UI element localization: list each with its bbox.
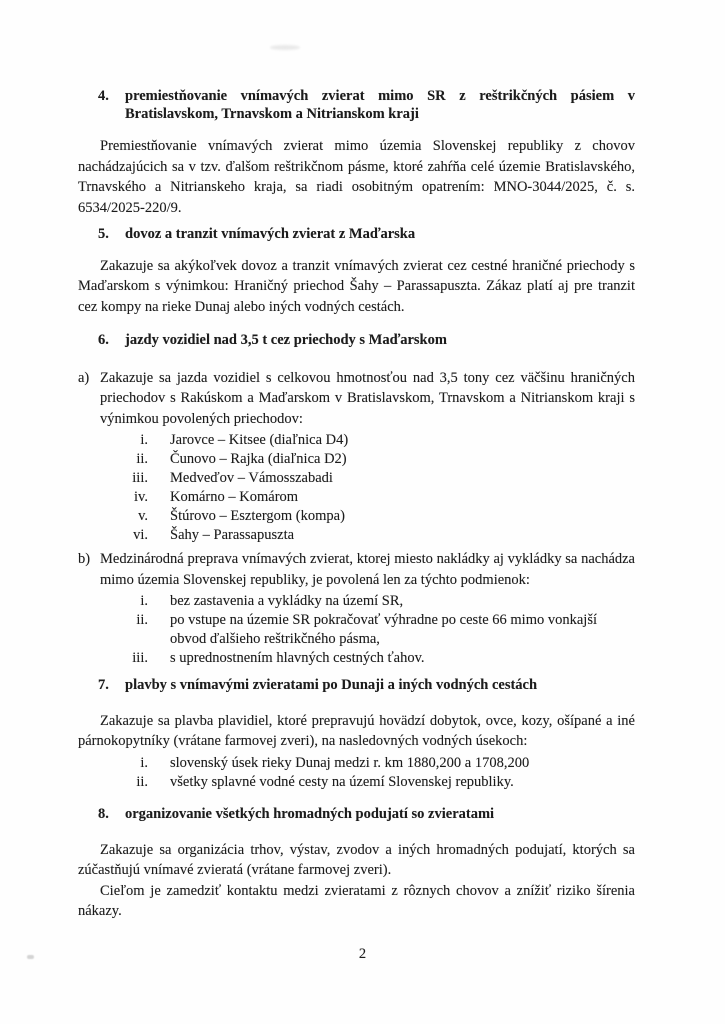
list-item	[78, 469, 635, 488]
section-8	[78, 806, 635, 922]
section-7-heading	[78, 677, 635, 695]
list-item	[78, 773, 635, 792]
clause-b-marker: b)	[78, 551, 91, 567]
section-6	[78, 332, 635, 545]
list-item	[78, 488, 635, 507]
list-text: Jarovce – Kitsee (diaľnica D4)	[170, 432, 349, 448]
section-6-number: 6.	[98, 332, 109, 348]
list-text: Medveďov – Vámosszabadi	[170, 470, 333, 486]
list-marker: ii.	[136, 612, 148, 628]
section-7-number: 7.	[98, 677, 109, 693]
list-marker: iv.	[134, 489, 148, 505]
list-marker: ii.	[136, 451, 148, 467]
section-4-number: 4.	[98, 88, 109, 104]
list-text: Čunovo – Rajka (diaľnica D2)	[170, 451, 347, 467]
section-4-paragraph: Premiestňovanie vnímavých zvierat mimo územia Slovenskej republiky z chovov nachádzajúcich sa v tzv. ďalšom reštrikčnom pásme, ktoré zahŕňa celé územie Bratislavského, Trnavského a Nitrianskeho kraja, sa riadi osobitným opatrením: MNO-3044/2025, č. s. 6534/2025-220/9.	[78, 138, 635, 216]
list-item	[78, 754, 635, 773]
section-8-number: 8.	[98, 806, 109, 822]
list-text: Komárno – Komárom	[170, 489, 299, 505]
transit-conditions-list	[78, 592, 635, 668]
list-marker: i.	[140, 593, 148, 609]
list-text: po vstupe na územie SR pokračovať výhradne po ceste 66 mimo vonkajší obvod ďalšieho reštrikčného pásma,	[170, 612, 597, 647]
list-text: s uprednostnením hlavných cestných ťahov.	[170, 650, 425, 666]
list-marker: vi.	[133, 527, 148, 543]
list-item	[78, 526, 635, 545]
waterways-list	[78, 754, 635, 792]
list-text: Štúrovo – Esztergom (kompa)	[170, 508, 345, 524]
list-marker: i.	[140, 432, 148, 448]
section-6-clause-b	[78, 549, 635, 590]
section-6-heading	[78, 332, 635, 350]
list-text: bez zastavenia a vykládky na území SR,	[170, 593, 404, 609]
section-8-paragraph-1: Zakazuje sa organizácia trhov, výstav, zvodov a iných hromadných podujatí, ktorých sa zúčastňujú vnímavé zvieratá (vrátane farmovej zveri).	[78, 841, 635, 878]
section-5-heading-text: dovoz a tranzit vnímavých zvierat z Maďarska	[125, 226, 416, 242]
section-6-clause-b-block	[78, 549, 635, 668]
section-7-paragraph: Zakazuje sa plavba plavidiel, ktoré prepravujú hovädzí dobytok, ovce, kozy, ošípané a iné párnokopytníky (vrátane farmovej zveri), na nasledovných vodných úsekoch:	[78, 712, 635, 749]
section-6-clause-a	[78, 368, 635, 430]
list-item	[78, 507, 635, 526]
list-marker: iii.	[132, 470, 148, 486]
border-crossings-list	[78, 431, 635, 545]
section-6-heading-text: jazdy vozidiel nad 3,5 t cez priechody s Maďarskom	[125, 332, 447, 348]
list-marker: ii.	[136, 773, 148, 790]
list-item	[78, 431, 635, 450]
scan-dot-artifact	[27, 955, 34, 959]
list-item	[78, 611, 635, 649]
list-item	[78, 592, 635, 611]
scan-smudge-artifact	[270, 45, 300, 50]
section-8-heading	[78, 806, 635, 824]
section-4-heading	[78, 88, 635, 123]
section-4	[78, 88, 635, 218]
section-7	[78, 677, 635, 792]
clause-a-marker: a)	[78, 369, 90, 386]
list-text: Šahy – Parassapuszta	[170, 527, 295, 543]
list-marker: v.	[138, 508, 148, 524]
section-8-heading-text: organizovanie všetkých hromadných podujatí so zvieratami	[125, 806, 495, 822]
section-5-heading	[78, 226, 635, 244]
section-5	[78, 226, 635, 317]
list-text: všetky splavné vodné cesty na území Slovenskej republiky.	[170, 773, 514, 790]
clause-a-text: Zakazuje sa jazda vozidiel s celkovou hmotnosťou nad 3,5 tony cez väčšinu hraničných priechodov s Rakúskom a Maďarskom v Bratislavskom, Trnavskom a Nitrianskom kraji s výnimkou povolených priechodov:	[100, 369, 635, 427]
list-marker: i.	[140, 754, 148, 771]
list-item	[78, 649, 635, 668]
section-5-number: 5.	[98, 226, 109, 242]
section-8-paragraph-2: Cieľom je zamedziť kontaktu medzi zvieratami z rôznych chovov a znížiť riziko šírenia nákazy.	[78, 882, 635, 919]
section-5-paragraph: Zakazuje sa akýkoľvek dovoz a tranzit vnímavých zvierat cez cestné hraničné priechody s Maďarskom s výnimkou: Hraničný priechod Šahy – Parassapuszta. Zákaz platí aj pre tranzit cez kompy na rieke Dunaj alebo iných vodných cestách.	[78, 257, 635, 315]
page-number: 2	[358, 946, 367, 962]
list-item	[78, 450, 635, 469]
clause-b-text: Medzinárodná preprava vnímavých zvierat, ktorej miesto nakládky aj vykládky sa nachádza mimo územia Slovenskej republiky, je povolená len za týchto podmienok:	[100, 551, 635, 588]
section-4-heading-text: premiestňovanie vnímavých zvierat mimo SR z reštrikčných pásiem v Bratislavskom, Trnavskom a Nitrianskom kraji	[125, 88, 635, 122]
list-text: slovenský úsek rieky Dunaj medzi r. km 1880,200 a 1708,200	[170, 754, 530, 771]
list-marker: iii.	[132, 650, 148, 666]
section-7-heading-text: plavby s vnímavými zvieratami po Dunaji a iných vodných cestách	[125, 677, 538, 693]
